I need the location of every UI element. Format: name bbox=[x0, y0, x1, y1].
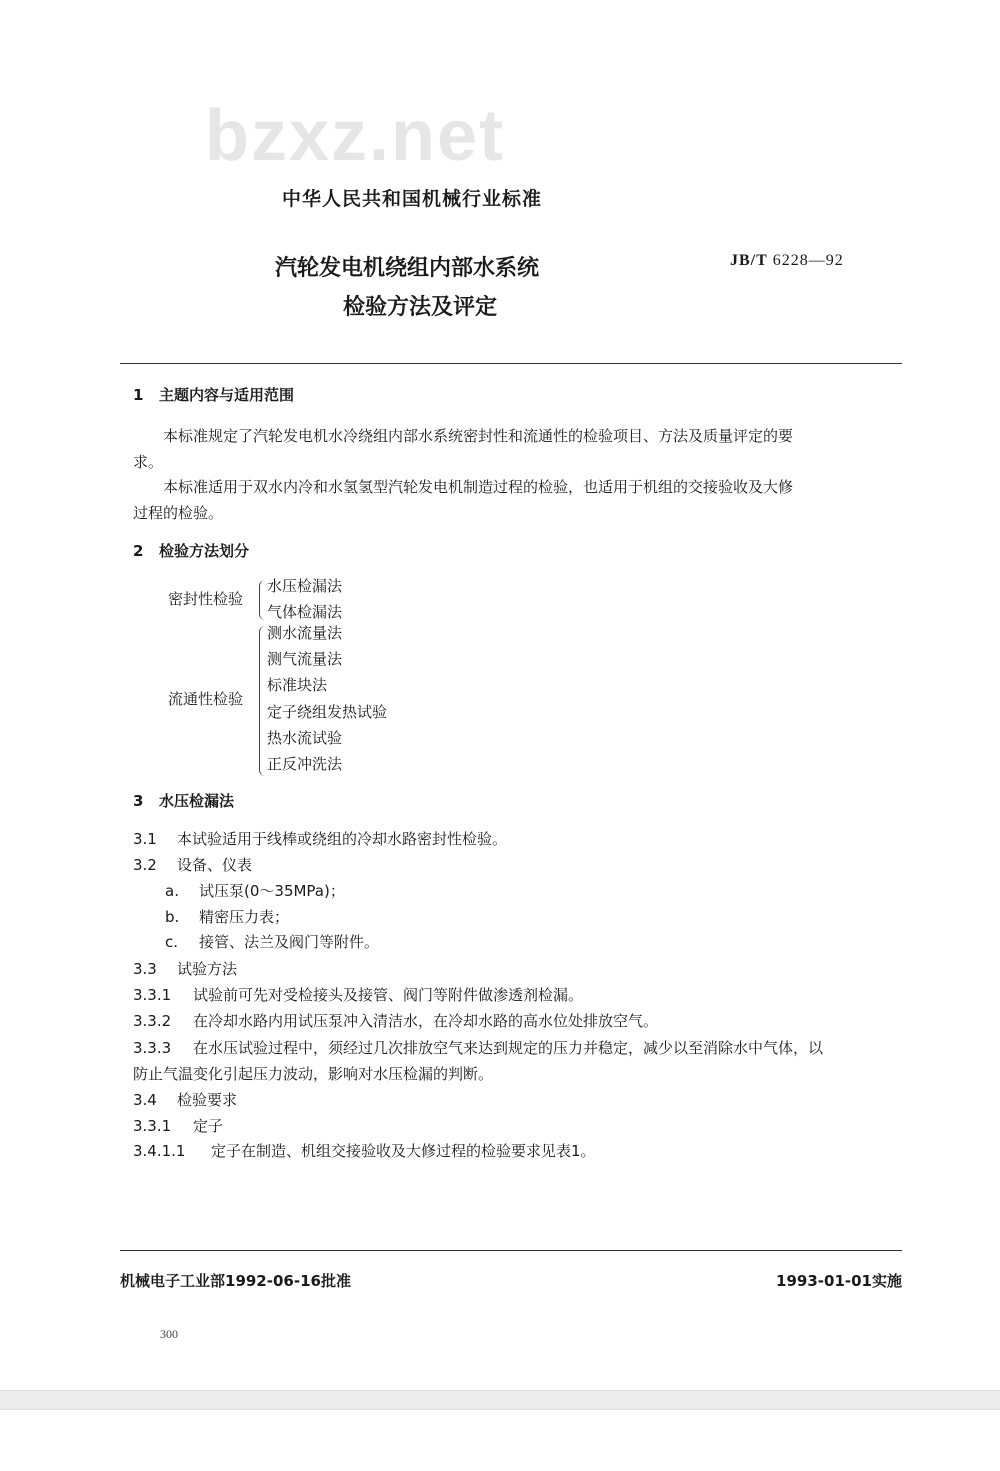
group-label-flow: 流通性检验 bbox=[168, 690, 244, 708]
clause-number: 3.3.1 bbox=[133, 1117, 172, 1135]
clause-line bbox=[165, 882, 345, 900]
clause-line bbox=[133, 1142, 596, 1160]
para-line: 过程的检验。 bbox=[133, 504, 224, 522]
method-item: 气体检漏法 bbox=[267, 603, 343, 621]
brace bbox=[259, 626, 266, 776]
method-item: 测水流量法 bbox=[267, 624, 343, 642]
standard-code bbox=[730, 251, 844, 270]
clause-number: a. bbox=[165, 882, 179, 900]
title-line-1: 汽轮发电机绕组内部水系统 bbox=[275, 256, 540, 281]
para-line: 本标准适用于双水内冷和水氢氢型汽轮发电机制造过程的检验，也适用于机组的交接验收及大修 bbox=[163, 478, 794, 496]
clause-text: 在水压试验过程中，须经过几次排放空气来达到规定的压力并稳定，减少以至消除水中气体，以 bbox=[193, 1039, 824, 1057]
clause-line bbox=[133, 856, 252, 874]
group-label-sealing: 密封性检验 bbox=[168, 590, 244, 608]
clause-number: 3.4.1.1 bbox=[133, 1142, 186, 1160]
clause-line bbox=[133, 986, 583, 1004]
footer-rule bbox=[120, 1250, 902, 1251]
section-number: 3 bbox=[133, 792, 144, 810]
section-2-heading bbox=[133, 542, 249, 560]
clause-line bbox=[133, 1039, 823, 1057]
clause-number: 3.3.1 bbox=[133, 986, 172, 1004]
para-line: 本标准规定了汽轮发电机水冷绕组内部水系统密封性和流通性的检验项目、方法及质量评定的要 bbox=[163, 427, 794, 445]
section-title: 水压检漏法 bbox=[159, 792, 235, 810]
approval-date: 机械电子工业部1992-06-16批准 bbox=[120, 1272, 351, 1290]
clause-text: 在冷却水路内用试压泵冲入清洁水，在冷却水路的高水位处排放空气。 bbox=[193, 1012, 659, 1030]
method-item: 标准块法 bbox=[267, 676, 328, 694]
section-1-heading bbox=[133, 386, 294, 404]
section-title: 主题内容与适用范围 bbox=[159, 386, 295, 404]
clause-number: 3.3.2 bbox=[133, 1012, 172, 1030]
method-item: 水压检漏法 bbox=[267, 577, 343, 595]
header-rule bbox=[120, 363, 902, 364]
clause-line bbox=[133, 1117, 223, 1135]
clause-line bbox=[133, 1012, 658, 1030]
clause-text: 试验前可先对受检接头及接管、阀门等附件做渗透剂检漏。 bbox=[193, 986, 584, 1004]
section-number: 2 bbox=[133, 542, 144, 560]
clause-number: c. bbox=[165, 933, 179, 951]
clause-text: 设备、仪表 bbox=[177, 856, 253, 874]
clause-text: 试压泵(0～35MPa)； bbox=[199, 882, 345, 900]
clause-line bbox=[165, 933, 379, 951]
clause-text: 接管、法兰及阀门等附件。 bbox=[199, 933, 380, 951]
code-number: 6228—92 bbox=[772, 252, 844, 269]
effective-date: 1993-01-01实施 bbox=[776, 1272, 902, 1290]
clause-number: 3.3 bbox=[133, 960, 157, 978]
clause-text: 检验要求 bbox=[177, 1091, 238, 1109]
page-number: 300 bbox=[160, 1327, 178, 1341]
clause-line bbox=[165, 908, 289, 926]
section-title: 检验方法划分 bbox=[159, 542, 250, 560]
clause-number: 3.1 bbox=[133, 830, 157, 848]
clause-number: 3.3.3 bbox=[133, 1039, 172, 1057]
clause-number: b. bbox=[165, 908, 180, 926]
clause-text: 本试验适用于线棒或绕组的冷却水路密封性检验。 bbox=[177, 830, 508, 848]
clause-text: 定子在制造、机组交接验收及大修过程的检验要求见表1。 bbox=[211, 1142, 596, 1160]
page-separator bbox=[0, 1390, 1000, 1410]
method-item: 定子绕组发热试验 bbox=[267, 703, 388, 721]
code-prefix: JB/T bbox=[730, 252, 768, 269]
clause-text: 精密压力表； bbox=[199, 908, 290, 926]
clause-text: 防止气温变化引起压力波动，影响对水压检漏的判断。 bbox=[133, 1065, 494, 1083]
clause-number: 3.4 bbox=[133, 1091, 157, 1109]
clause-line bbox=[133, 960, 237, 978]
title-line-2: 检验方法及评定 bbox=[343, 295, 498, 320]
para-line: 求。 bbox=[133, 453, 164, 471]
method-item: 测气流量法 bbox=[267, 650, 343, 668]
brace bbox=[259, 580, 266, 620]
watermark: bzxz.net bbox=[205, 96, 506, 176]
section-number: 1 bbox=[133, 386, 144, 404]
clause-number: 3.2 bbox=[133, 856, 157, 874]
clause-line bbox=[133, 1065, 493, 1083]
method-item: 热水流试验 bbox=[267, 729, 343, 747]
clause-text: 定子 bbox=[193, 1117, 224, 1135]
clause-line bbox=[133, 1091, 237, 1109]
clause-line bbox=[133, 830, 507, 848]
standard-header: 中华人民共和国机械行业标准 bbox=[282, 188, 543, 210]
method-item: 正反冲洗法 bbox=[267, 755, 343, 773]
clause-text: 试验方法 bbox=[177, 960, 238, 978]
section-3-heading bbox=[133, 792, 234, 810]
